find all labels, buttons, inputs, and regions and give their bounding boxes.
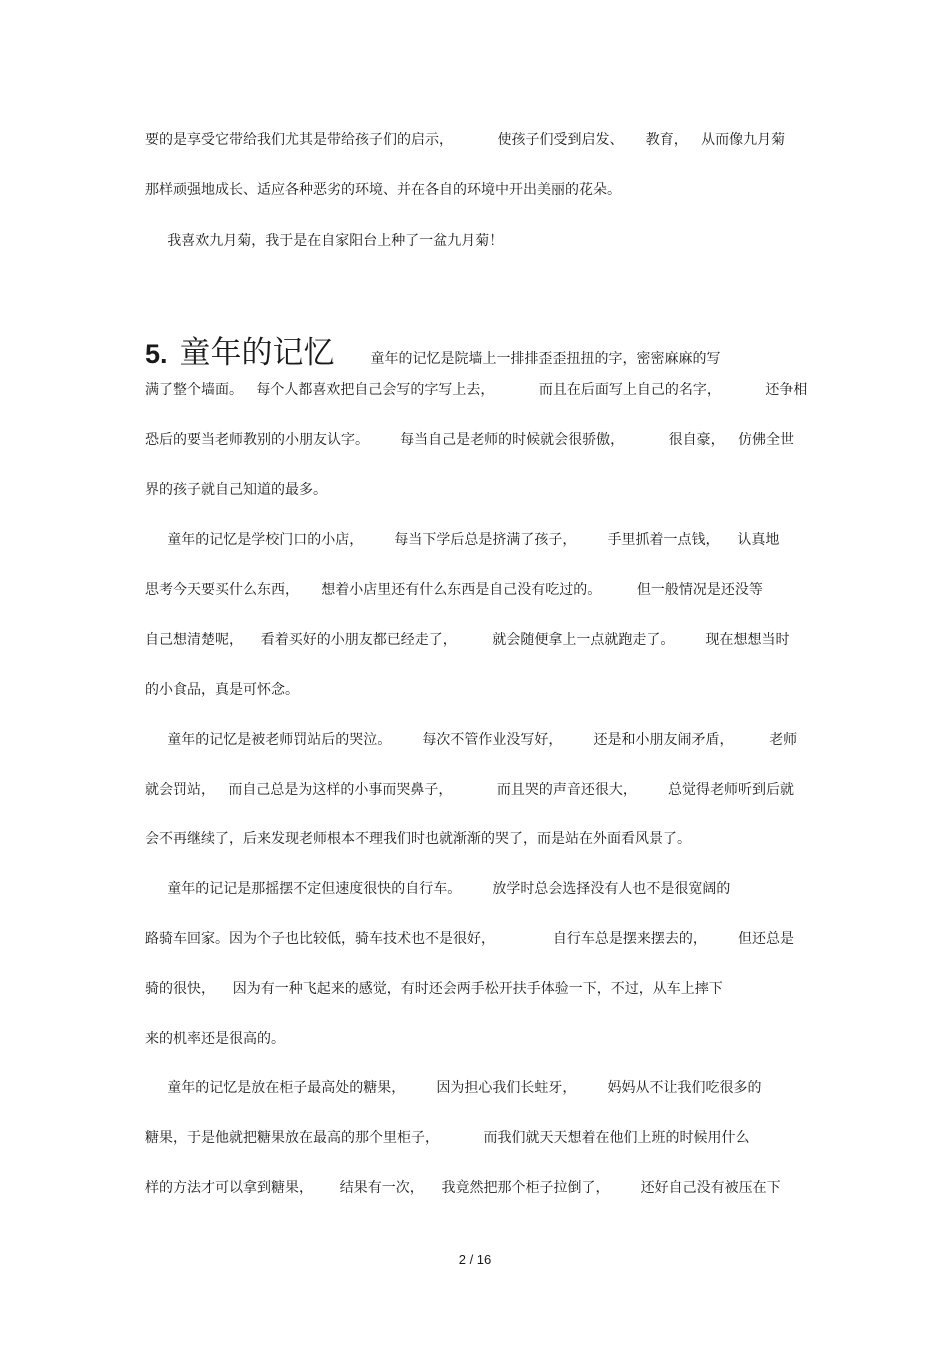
text-line: 满了整个墙面。 每个人都喜欢把自己会写的字写上去， 而且在后面写上自己的名字， 还争相 bbox=[145, 382, 808, 398]
section-number: 5. bbox=[145, 339, 168, 369]
text-line: 要的是享受它带给我们尤其是带给孩子们的启示， 使孩子们受到启发、 教育， 从而像九月菊 bbox=[145, 132, 786, 148]
text-line: 来的机率还是很高的。 bbox=[145, 1031, 285, 1047]
text-line: 样的方法才可以拿到糖果， 结果有一次， 我竟然把那个柜子拉倒了， 还好自己没有被压在下 bbox=[145, 1180, 781, 1196]
text-line: 自己想清楚呢， 看着买好的小朋友都已经走了， 就会随便拿上一点就跑走了。 现在想想当时 bbox=[145, 632, 790, 648]
text-line: 我喜欢九月菊，我于是在自家阳台上种了一盆九月菊！ bbox=[145, 233, 504, 249]
text-line: 恐后的要当老师教别的小朋友认字。 每当自己是老师的时候就会很骄傲， 很自豪， 仿佛全世 bbox=[145, 432, 795, 448]
text-line: 的小食品，真是可怀念。 bbox=[145, 682, 299, 698]
text-line: 童年的记记是那摇摆不定但速度很快的自行车。 放学时总会选择没有人也不是很宽阔的 bbox=[145, 881, 731, 897]
text-line: 糖果，于是他就把糖果放在最高的那个里柜子， 而我们就天天想着在他们上班的时候用什么 bbox=[145, 1130, 750, 1146]
text-line: 思考今天要买什么东西， 想着小店里还有什么东西是自己没有吃过的。 但一般情况是还没等 bbox=[145, 582, 763, 598]
text-line: 童年的记忆是学校门口的小店， 每当下学后总是挤满了孩子， 手里抓着一点钱， 认真地 bbox=[145, 532, 780, 548]
text-line: 骑的很快， 因为有一种飞起来的感觉，有时还会两手松开扶手体验一下，不过，从车上摔下 bbox=[145, 981, 723, 997]
page-number: 2 / 16 bbox=[458, 1252, 492, 1267]
text-line: 会不再继续了，后来发现老师根本不理我们时也就渐渐的哭了，而是站在外面看风景了。 bbox=[145, 831, 691, 847]
section-title: 童年的记忆 bbox=[179, 335, 335, 371]
section-heading bbox=[145, 327, 721, 371]
text-line: 童年的记忆是放在柜子最高处的糖果， 因为担心我们长蛀牙， 妈妈从不让我们吃很多的 bbox=[145, 1080, 762, 1096]
text-line: 那样顽强地成长、适应各种恶劣的环境、并在各自的环境中开出美丽的花朵。 bbox=[145, 182, 621, 198]
text-line: 界的孩子就自己知道的最多。 bbox=[145, 482, 327, 498]
text-line: 童年的记忆是院墙上一排排歪歪扭扭的字，密密麻麻的写 bbox=[370, 351, 721, 367]
text-line: 路骑车回家。因为个子也比较低，骑车技术也不是很好， 自行车总是摆来摆去的， 但还总是 bbox=[145, 931, 795, 947]
text-line: 童年的记忆是被老师罚站后的哭泣。 每次不管作业没写好， 还是和小朋友闹矛盾， 老师 bbox=[145, 732, 798, 748]
text-line: 就会罚站， 而自己总是为这样的小事而哭鼻子， 而且哭的声音还很大， 总觉得老师听到后就 bbox=[145, 782, 795, 798]
